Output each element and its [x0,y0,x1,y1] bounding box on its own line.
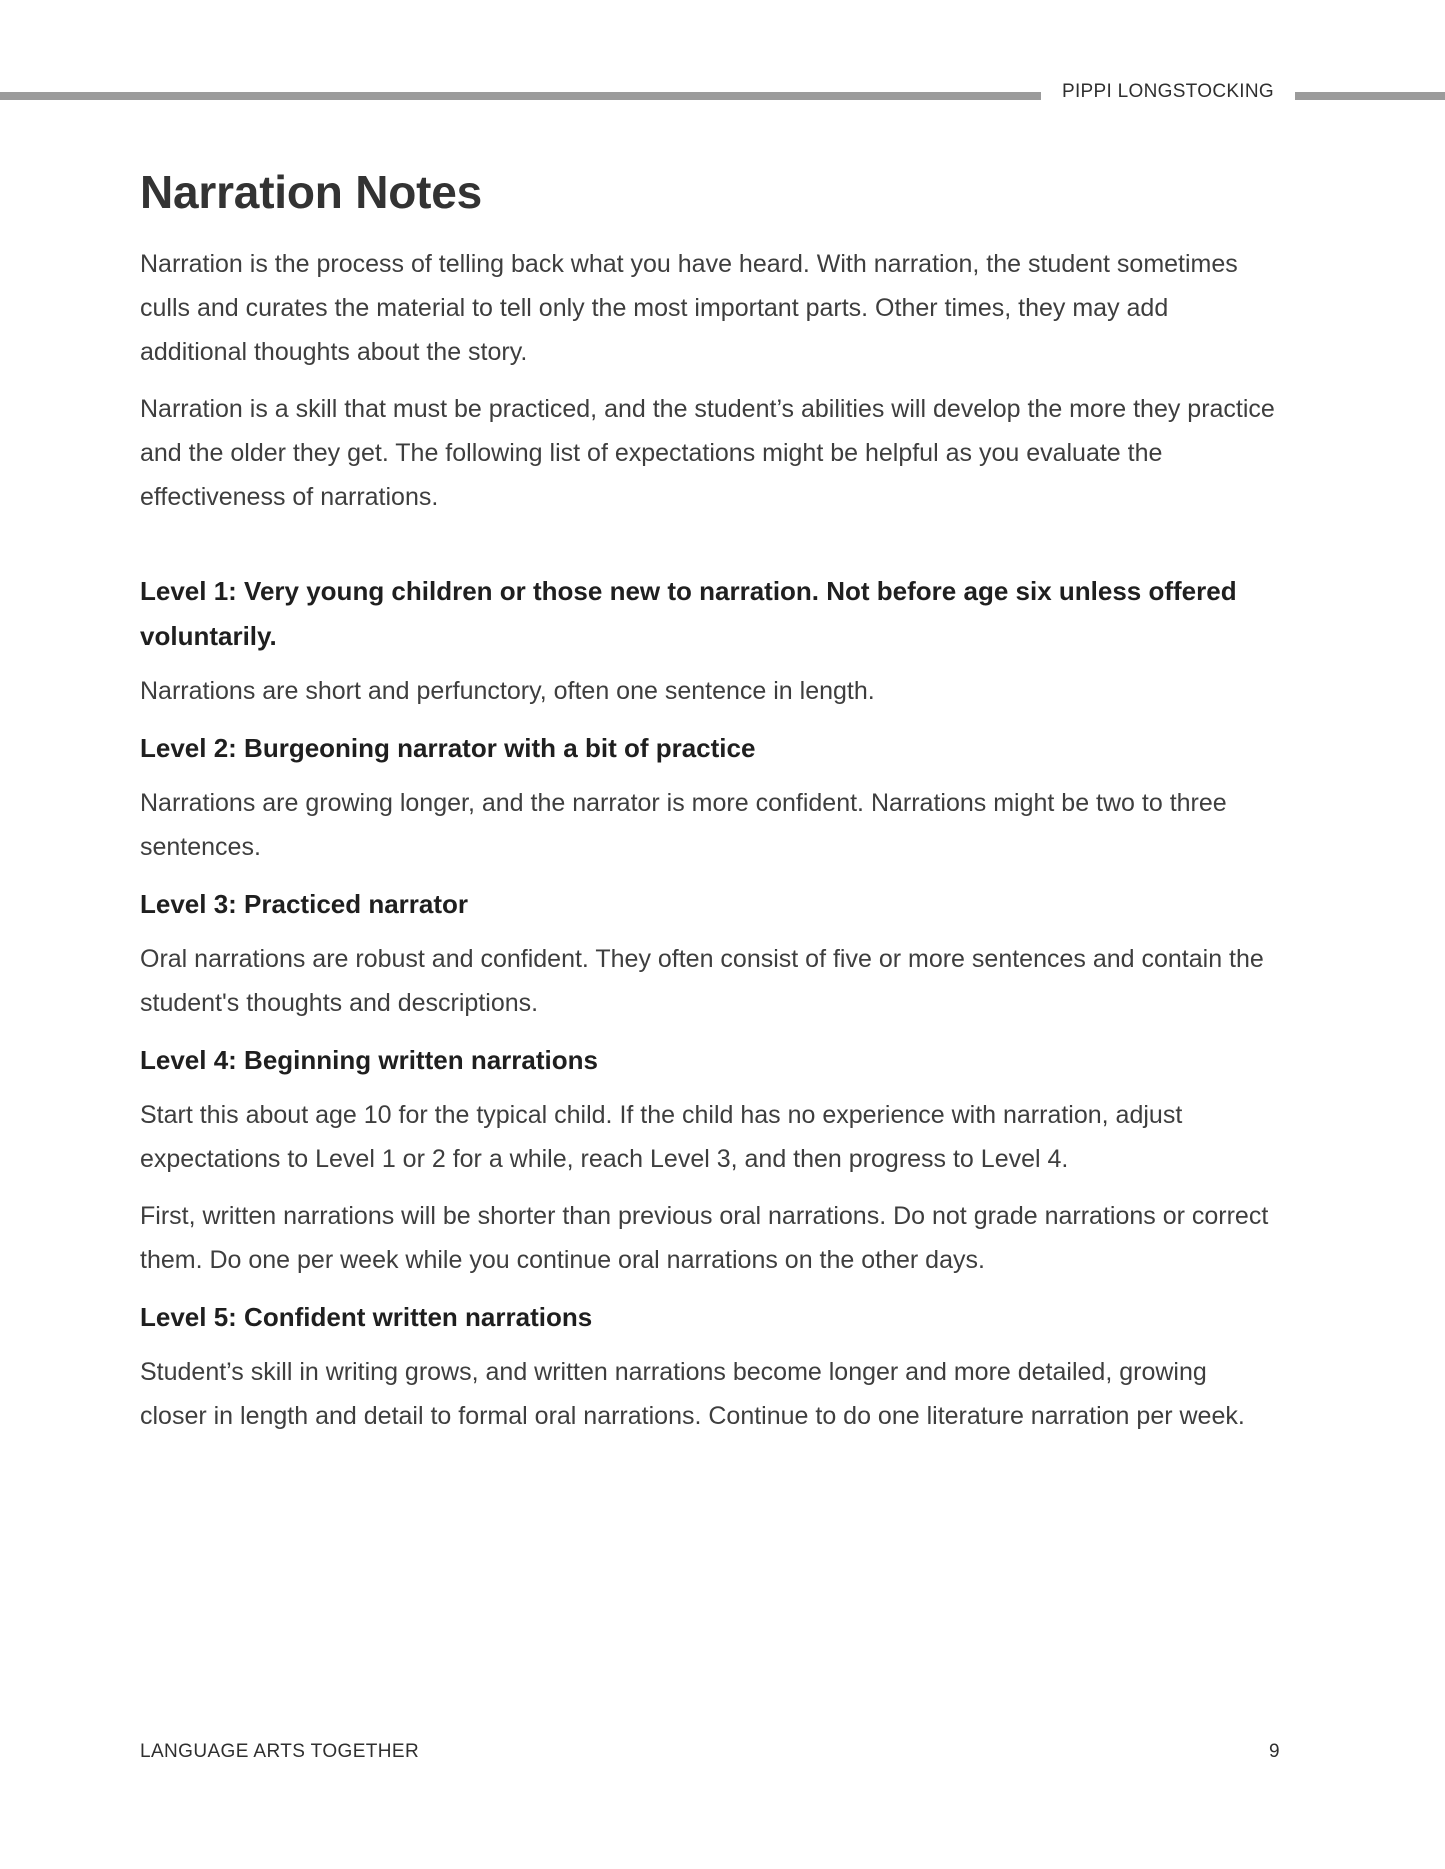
level-1-paragraph: Narrations are short and perfunctory, often one sentence in length. [140,677,875,705]
level-4-paragraph-1: Start this about age 10 for the typical child. If the child has no experience with narration, adjust expectations to Level 1 or 2 for a while, reach Level 3, and then progress to Level 4. [140,1101,1183,1173]
page-title: Narration Notes [140,166,483,218]
footer-book-title: LANGUAGE ARTS TOGETHER [140,1741,420,1762]
running-header-title: PIPPI LONGSTOCKING [1062,81,1274,102]
level-3-paragraph: Oral narrations are robust and confident. They often consist of five or more sentences and contain the student's thoughts and descriptions. [140,945,1264,1017]
level-2-heading: Level 2: Burgeoning narrator with a bit of practice [140,733,756,763]
footer-page-number: 9 [1269,1741,1280,1762]
page-body [140,0,1280,1451]
level-4-paragraph-2: First, written narrations will be shorter than previous oral narrations. Do not grade narrations or correct them. Do one per week while you continue oral narrations on the other days. [140,1202,1269,1274]
level-1-heading: Level 1: Very young children or those new to narration. Not before age six unless offered voluntarily. [140,576,1237,651]
level-3-heading: Level 3: Practiced narrator [140,889,469,919]
level-5-heading: Level 5: Confident written narrations [140,1302,593,1332]
intro-paragraph-2: Narration is a skill that must be practiced, and the student’s abilities will develop the more they practice and the older they get. The following list of expectations might be helpful as you evaluate the effectiveness of narrations. [140,395,1275,511]
intro-paragraph-1: Narration is the process of telling back what you have heard. With narration, the student sometimes culls and curates the material to tell only the most important parts. Other times, they may add additional thoughts about the story. [140,250,1238,366]
page-footer [140,1741,1280,1763]
level-5-paragraph: Student’s skill in writing grows, and written narrations become longer and more detailed, growing closer in length and detail to formal oral narrations. Continue to do one literature narration per week. [140,1358,1245,1430]
header-rule-right [1295,92,1445,100]
level-2-paragraph: Narrations are growing longer, and the narrator is more confident. Narrations might be two to three sentences. [140,789,1227,861]
level-4-heading: Level 4: Beginning written narrations [140,1045,598,1075]
